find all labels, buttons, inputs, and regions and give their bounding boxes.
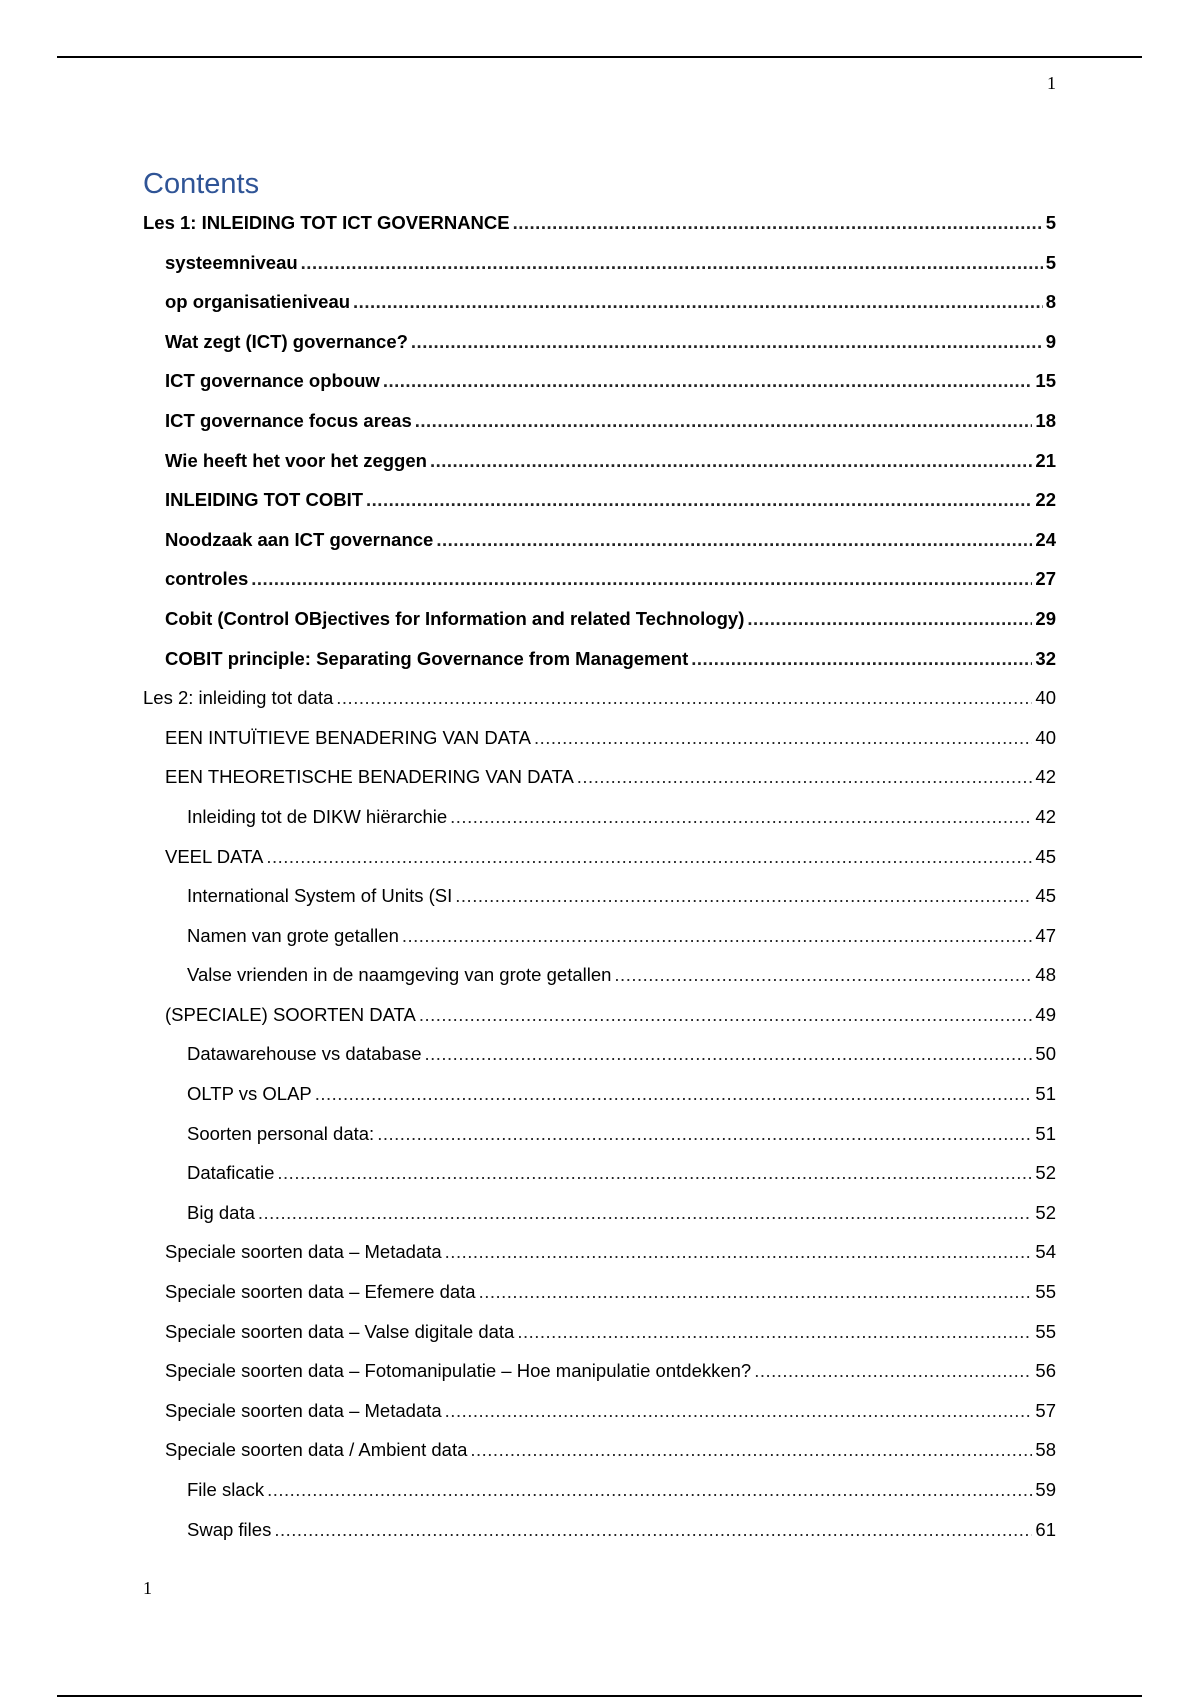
- toc-entry-label: systeemniveau: [165, 251, 298, 273]
- toc-entry-page-number: 9: [1045, 330, 1056, 352]
- toc-entry-link[interactable]: [165, 331, 1056, 353]
- toc-entry-page-number: 58: [1035, 1439, 1056, 1461]
- toc-dot-leader: [353, 291, 1043, 313]
- toc-entry-page-number: 18: [1035, 409, 1056, 431]
- toc-dot-leader: [517, 1321, 1032, 1343]
- toc-entry-page-number: 32: [1035, 647, 1056, 669]
- toc-entry-page-number: 51: [1035, 1122, 1056, 1144]
- toc-dot-leader: [534, 727, 1032, 749]
- toc-dot-leader: [445, 1241, 1033, 1263]
- toc-entry-label: COBIT principle: Separating Governance from Management: [165, 647, 689, 669]
- toc-entry: [0, 1392, 1200, 1432]
- toc-entry-link[interactable]: [187, 964, 1056, 986]
- toc-entry-link[interactable]: [143, 687, 1056, 709]
- toc-dot-leader: [301, 252, 1043, 274]
- toc-entry-label: Big data: [187, 1201, 255, 1223]
- toc-entry-page-number: 50: [1035, 1043, 1056, 1065]
- toc-dot-leader: [383, 370, 1033, 392]
- toc-entry: [0, 996, 1200, 1036]
- toc-entry-label: Inleiding tot de DIKW hiërarchie: [187, 805, 448, 827]
- toc-dot-leader: [377, 1123, 1032, 1145]
- toc-entry: [0, 481, 1200, 521]
- toc-entry-page-number: 42: [1035, 805, 1056, 827]
- toc-entry-label: EEN INTUÏTIEVE BENADERING VAN DATA: [165, 726, 531, 748]
- toc-entry-link[interactable]: [165, 370, 1056, 392]
- toc-entry-label: (SPECIALE) SOORTEN DATA: [165, 1003, 416, 1025]
- toc-entry: [0, 1313, 1200, 1353]
- toc-dot-leader: [436, 529, 1032, 551]
- toc-entry-link[interactable]: [165, 766, 1056, 788]
- toc-entry-link[interactable]: [187, 925, 1056, 947]
- toc-entry-label: Les 2: inleiding tot data: [143, 687, 334, 709]
- toc-entry-page-number: 24: [1035, 528, 1056, 550]
- toc-entry: [0, 362, 1200, 402]
- toc-entry-label: ICT governance focus areas: [165, 409, 412, 431]
- toc-dot-leader: [614, 964, 1032, 986]
- toc-entry-label: controles: [165, 568, 249, 590]
- toc-entry-page-number: 45: [1035, 845, 1056, 867]
- toc-entry: [0, 719, 1200, 759]
- toc-entry: [0, 758, 1200, 798]
- header-rule: [57, 56, 1142, 58]
- toc-entry-link[interactable]: [187, 1083, 1056, 1105]
- toc-entry: [0, 1194, 1200, 1234]
- toc-entry-page-number: 5: [1045, 212, 1056, 233]
- toc-entry: [0, 1352, 1200, 1392]
- toc-entry-link[interactable]: [165, 1281, 1056, 1303]
- toc-entry: [0, 1511, 1200, 1551]
- toc-entry-link[interactable]: [165, 846, 1056, 868]
- toc-entry-link[interactable]: [187, 806, 1056, 828]
- toc-entry-label: Speciale soorten data – Efemere data: [165, 1281, 476, 1303]
- toc-entry-label: Cobit (Control OBjectives for Information and related Technology): [165, 607, 745, 629]
- toc-entry: [0, 323, 1200, 363]
- toc-entry-label: International System of Units (SI: [187, 885, 453, 907]
- toc-entry-link[interactable]: [165, 1321, 1056, 1343]
- toc-entry-page-number: 27: [1035, 568, 1056, 590]
- toc-entry-link[interactable]: [187, 1202, 1056, 1224]
- toc-dot-leader: [415, 410, 1033, 432]
- toc-dot-leader: [455, 885, 1032, 907]
- toc-entry: [0, 204, 1200, 244]
- toc-entry-label: OLTP vs OLAP: [187, 1083, 312, 1105]
- toc-entry-link[interactable]: [165, 1360, 1056, 1382]
- toc-entry-page-number: 15: [1035, 370, 1056, 392]
- toc-dot-leader: [258, 1202, 1033, 1224]
- toc-entry-page-number: 59: [1035, 1479, 1056, 1500]
- toc-entry-page-number: 42: [1035, 766, 1056, 788]
- toc-dot-leader: [315, 1083, 1033, 1105]
- toc-entry-page-number: 52: [1035, 1162, 1056, 1184]
- toc-entry-link[interactable]: [187, 885, 1056, 907]
- toc-entry-link[interactable]: [165, 727, 1056, 749]
- toc-entry-link[interactable]: [187, 1162, 1056, 1184]
- toc-entry-label: Speciale soorten data – Fotomanipulatie – Hoe manipulatie ontdekken?: [165, 1360, 752, 1382]
- footer-page-number: 1: [143, 1578, 152, 1598]
- toc-title: Contents: [143, 168, 260, 200]
- toc-dot-leader: [450, 806, 1032, 828]
- header-page-number: 1: [1047, 73, 1056, 93]
- toc-entry-page-number: 55: [1035, 1281, 1056, 1303]
- toc-dot-leader: [251, 568, 1032, 590]
- toc-entry: [0, 956, 1200, 996]
- toc-entry: [0, 838, 1200, 878]
- toc-entry-label: ICT governance opbouw: [165, 370, 380, 392]
- toc-entry-page-number: 48: [1035, 964, 1056, 986]
- toc-entry-link[interactable]: [187, 1123, 1056, 1145]
- toc-dot-leader: [274, 1519, 1032, 1541]
- toc-entry-label: Valse vrienden in de naamgeving van grote getallen: [187, 964, 612, 986]
- toc-dot-leader: [479, 1281, 1033, 1303]
- toc-entry: [0, 1115, 1200, 1155]
- toc-entry-page-number: 54: [1035, 1241, 1056, 1263]
- toc-dot-leader: [336, 687, 1032, 709]
- toc-entry-label: Speciale soorten data – Valse digitale data: [165, 1320, 515, 1342]
- toc-entry-page-number: 5: [1045, 251, 1056, 273]
- toc-entry-label: Datawarehouse vs database: [187, 1043, 422, 1065]
- toc-entry-label: Speciale soorten data – Metadata: [165, 1399, 442, 1421]
- toc-entry-page-number: 21: [1035, 449, 1056, 471]
- toc-entry: [0, 679, 1200, 719]
- toc-dot-leader: [445, 1400, 1033, 1422]
- toc-entry-page-number: 45: [1035, 885, 1056, 907]
- toc-entry-link[interactable]: [187, 1479, 1056, 1501]
- toc-entry: [0, 283, 1200, 323]
- toc-dot-leader: [424, 1043, 1032, 1065]
- toc-dot-leader: [411, 331, 1043, 353]
- toc-entry-page-number: 55: [1035, 1320, 1056, 1342]
- toc-dot-leader: [747, 608, 1032, 630]
- toc-entry-page-number: 51: [1035, 1083, 1056, 1105]
- toc-entry-label: Les 1: INLEIDING TOT ICT GOVERNANCE: [143, 212, 510, 233]
- toc-entry: [0, 560, 1200, 600]
- toc-dot-leader: [754, 1360, 1032, 1382]
- toc-entry-label: Wie heeft het voor het zeggen: [165, 449, 427, 471]
- toc-entry: [0, 442, 1200, 482]
- toc-entry-link[interactable]: [165, 608, 1056, 630]
- toc-entry-page-number: 61: [1035, 1518, 1056, 1540]
- toc-entry: [0, 1233, 1200, 1273]
- toc-dot-leader: [691, 648, 1032, 670]
- toc-entry: [0, 1035, 1200, 1075]
- toc-dot-leader: [577, 766, 1033, 788]
- toc-entry-page-number: 22: [1035, 489, 1056, 511]
- toc-entry-page-number: 56: [1035, 1360, 1056, 1382]
- toc-entry: [0, 402, 1200, 442]
- toc-entry-page-number: 8: [1045, 291, 1056, 313]
- toc-entry-page-number: 40: [1035, 687, 1056, 709]
- toc-entry-label: File slack: [187, 1479, 265, 1500]
- toc-dot-leader: [366, 489, 1032, 511]
- toc-entry: [0, 244, 1200, 284]
- toc-entry-label: Namen van grote getallen: [187, 924, 399, 946]
- toc-entry: [0, 1075, 1200, 1115]
- toc-dot-leader: [266, 846, 1032, 868]
- toc-entry-link[interactable]: [165, 252, 1056, 274]
- toc-entry: [0, 798, 1200, 838]
- table-of-contents: [0, 204, 1200, 1550]
- toc-entry-label: Soorten personal data:: [187, 1122, 375, 1144]
- toc-entry-link[interactable]: [165, 450, 1056, 472]
- toc-entry-page-number: 40: [1035, 726, 1056, 748]
- toc-entry-label: INLEIDING TOT COBIT: [165, 489, 364, 511]
- toc-entry: [0, 1431, 1200, 1471]
- toc-entry-page-number: 57: [1035, 1399, 1056, 1421]
- toc-entry: [0, 877, 1200, 917]
- toc-entry-link[interactable]: [187, 1519, 1056, 1541]
- toc-entry: [0, 640, 1200, 680]
- toc-entry: [0, 917, 1200, 957]
- toc-entry-link[interactable]: [165, 1400, 1056, 1422]
- toc-dot-leader: [277, 1162, 1032, 1184]
- toc-entry: [0, 1273, 1200, 1313]
- toc-entry-label: VEEL DATA: [165, 845, 264, 867]
- toc-entry-page-number: 29: [1035, 607, 1056, 629]
- toc-entry-label: Swap files: [187, 1518, 272, 1540]
- toc-entry-page-number: 47: [1035, 924, 1056, 946]
- toc-entry: [0, 521, 1200, 561]
- toc-entry-link[interactable]: [165, 410, 1056, 432]
- toc-entry: [0, 1154, 1200, 1194]
- toc-entry-label: Noodzaak aan ICT governance: [165, 528, 434, 550]
- footer-rule: [57, 1695, 1142, 1697]
- toc-entry-link[interactable]: [165, 1241, 1056, 1263]
- toc-entry-link[interactable]: [165, 489, 1056, 511]
- toc-entry-link[interactable]: [165, 568, 1056, 590]
- toc-entry-page-number: 49: [1035, 1003, 1056, 1025]
- toc-dot-leader: [267, 1479, 1032, 1501]
- toc-entry-label: Dataficatie: [187, 1162, 275, 1184]
- toc-entry: [0, 1471, 1200, 1511]
- toc-entry-label: op organisatieniveau: [165, 291, 351, 313]
- toc-entry-link[interactable]: [165, 648, 1056, 670]
- toc-dot-leader: [513, 212, 1043, 234]
- toc-entry-label: Speciale soorten data – Metadata: [165, 1241, 442, 1263]
- toc-entry-link[interactable]: [165, 1004, 1056, 1026]
- toc-entry-link[interactable]: [165, 1439, 1056, 1461]
- toc-entry-link[interactable]: [143, 212, 1056, 234]
- toc-dot-leader: [419, 1004, 1033, 1026]
- toc-dot-leader: [470, 1439, 1032, 1461]
- toc-dot-leader: [402, 925, 1033, 947]
- toc-entry: [0, 600, 1200, 640]
- toc-entry-label: EEN THEORETISCHE BENADERING VAN DATA: [165, 766, 574, 788]
- toc-entry-link[interactable]: [165, 291, 1056, 313]
- toc-entry-link[interactable]: [187, 1043, 1056, 1065]
- toc-dot-leader: [430, 450, 1032, 472]
- toc-entry-label: Wat zegt (ICT) governance?: [165, 330, 408, 352]
- toc-entry-link[interactable]: [165, 529, 1056, 551]
- toc-entry-page-number: 52: [1035, 1201, 1056, 1223]
- toc-entry-label: Speciale soorten data / Ambient data: [165, 1439, 468, 1461]
